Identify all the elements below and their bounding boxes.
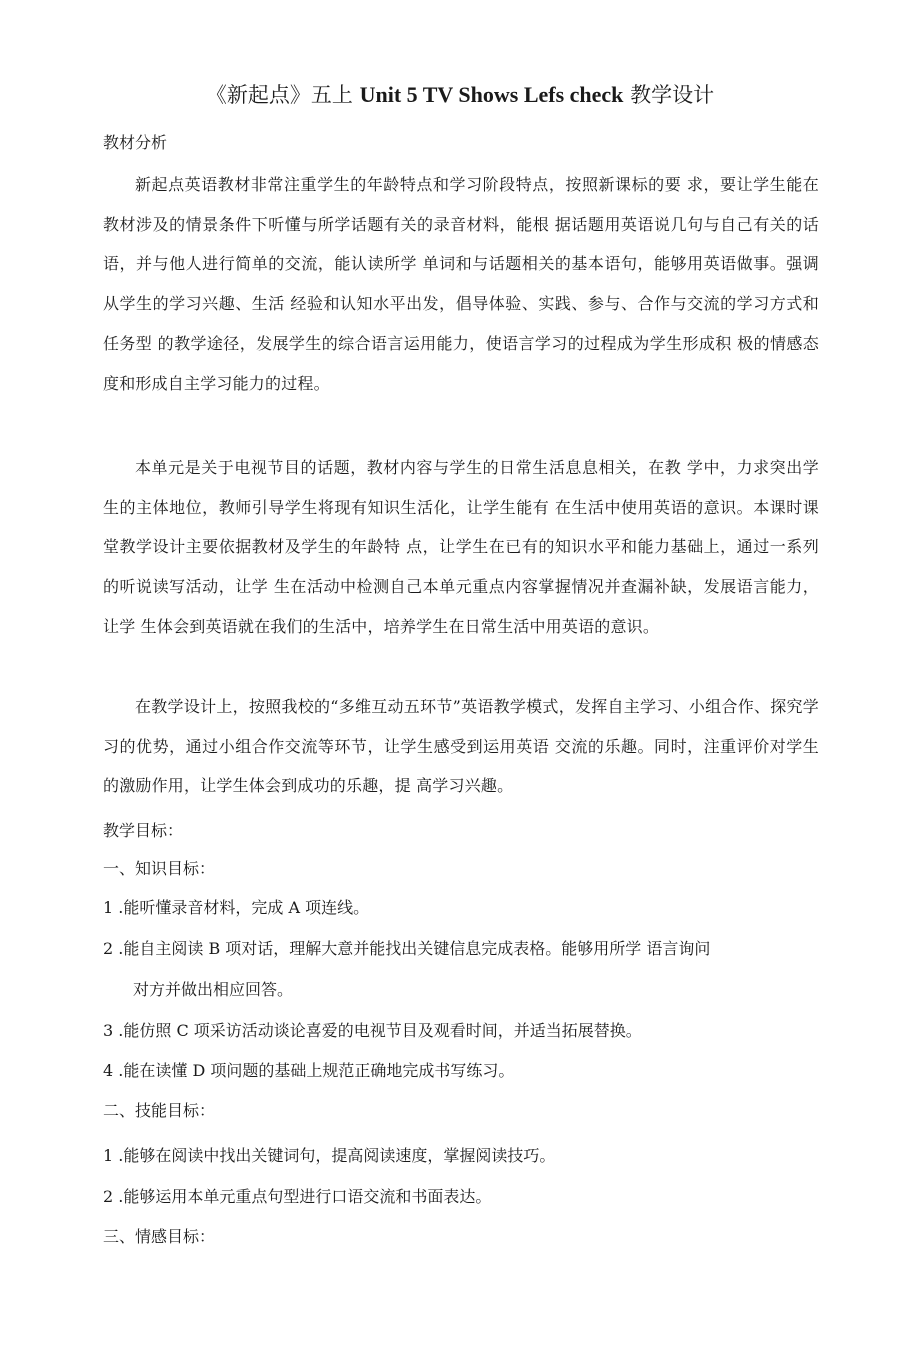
knowledge-item-2: 2 .能自主阅读 B 项对话，理解大意并能找出关键信息完成表格。能够用所学 语言询问 [103,939,711,958]
section-goals-heading: 教学目标： [103,821,184,840]
knowledge-item-1: 1 .能听懂录音材料，完成 A 项连线。 [103,898,370,917]
knowledge-item-2-cont: 对方并做出相应回答。 [133,980,294,999]
knowledge-item-3: 3 .能仿照 C 项采访活动谈论喜爱的电视节目及观看时间，并适当拓展替换。 [103,1021,642,1040]
title-cn-pre: 《新起点》五上 [205,83,353,107]
paragraph-2: 本单元是关于电视节目的话题，教材内容与学生的日常生活息息相关，在教 学中，力求突出学生的主体地位，教师引导学生将现有知识生活化，让学生能有 在生活中使用英语的意识。本课时课堂教学设计主要依据教材及学生的年龄特 点，让学生在已有的知识水平和能力基础上，通过一系列的听说读写活动，让学 生在活动中检测自己本单元重点内容掌握情况并查漏补缺，发展语言能力，让学 生体会到英语就在我们的生活中，培养学生在日常生活中用英语的意识。 [103,458,819,636]
section-material-heading: 教材分析 [103,133,168,152]
knowledge-item-4: 4 .能在读懂 D 项问题的基础上规范正确地完成书写练习。 [103,1061,515,1080]
emotion-heading: 三、情感目标： [103,1227,216,1246]
skill-heading: 二、技能目标： [103,1101,216,1120]
knowledge-heading: 一、知识目标： [103,859,216,878]
paragraph-3: 在教学设计上，按照我校的“多维互动五环节”英语教学模式，发挥自主学习、小组合作、探究学习的优势，通过小组合作交流等环节，让学生感受到运用英语 交流的乐趣。同时，注重评价对学生的激励作用，让学生体会到成功的乐趣，提 高学习兴趣。 [103,697,819,796]
paragraph-1: 新起点英语教材非常注重学生的年龄特点和学习阶段特点，按照新课标的要 求，要让学生能在教材涉及的情景条件下听懂与所学话题有关的录音材料，能根 据话题用英语说几句与自己有关的话语，并与他人进行简单的交流，能认读所学 单词和与话题相关的基本语句，能够用英语做事。强调从学生的学习兴趣、生活 经验和认知水平出发，倡导体验、实践、参与、合作与交流的学习方式和任务型 的教学途径，发展学生的综合语言运用能力，使语言学习的过程成为学生形成积 极的情感态度和形成自主学习能力的过程。 [103,175,819,393]
title-en: Unit 5 TV Shows Lefs check [359,82,624,107]
document-title [0,78,920,112]
skill-item-1: 1 .能够在阅读中找出关键词句，提高阅读速度，掌握阅读技巧。 [103,1146,556,1165]
title-cn-post: 教学设计 [630,83,715,107]
skill-item-2: 2 .能够运用本单元重点句型进行口语交流和书面表达。 [103,1187,492,1206]
